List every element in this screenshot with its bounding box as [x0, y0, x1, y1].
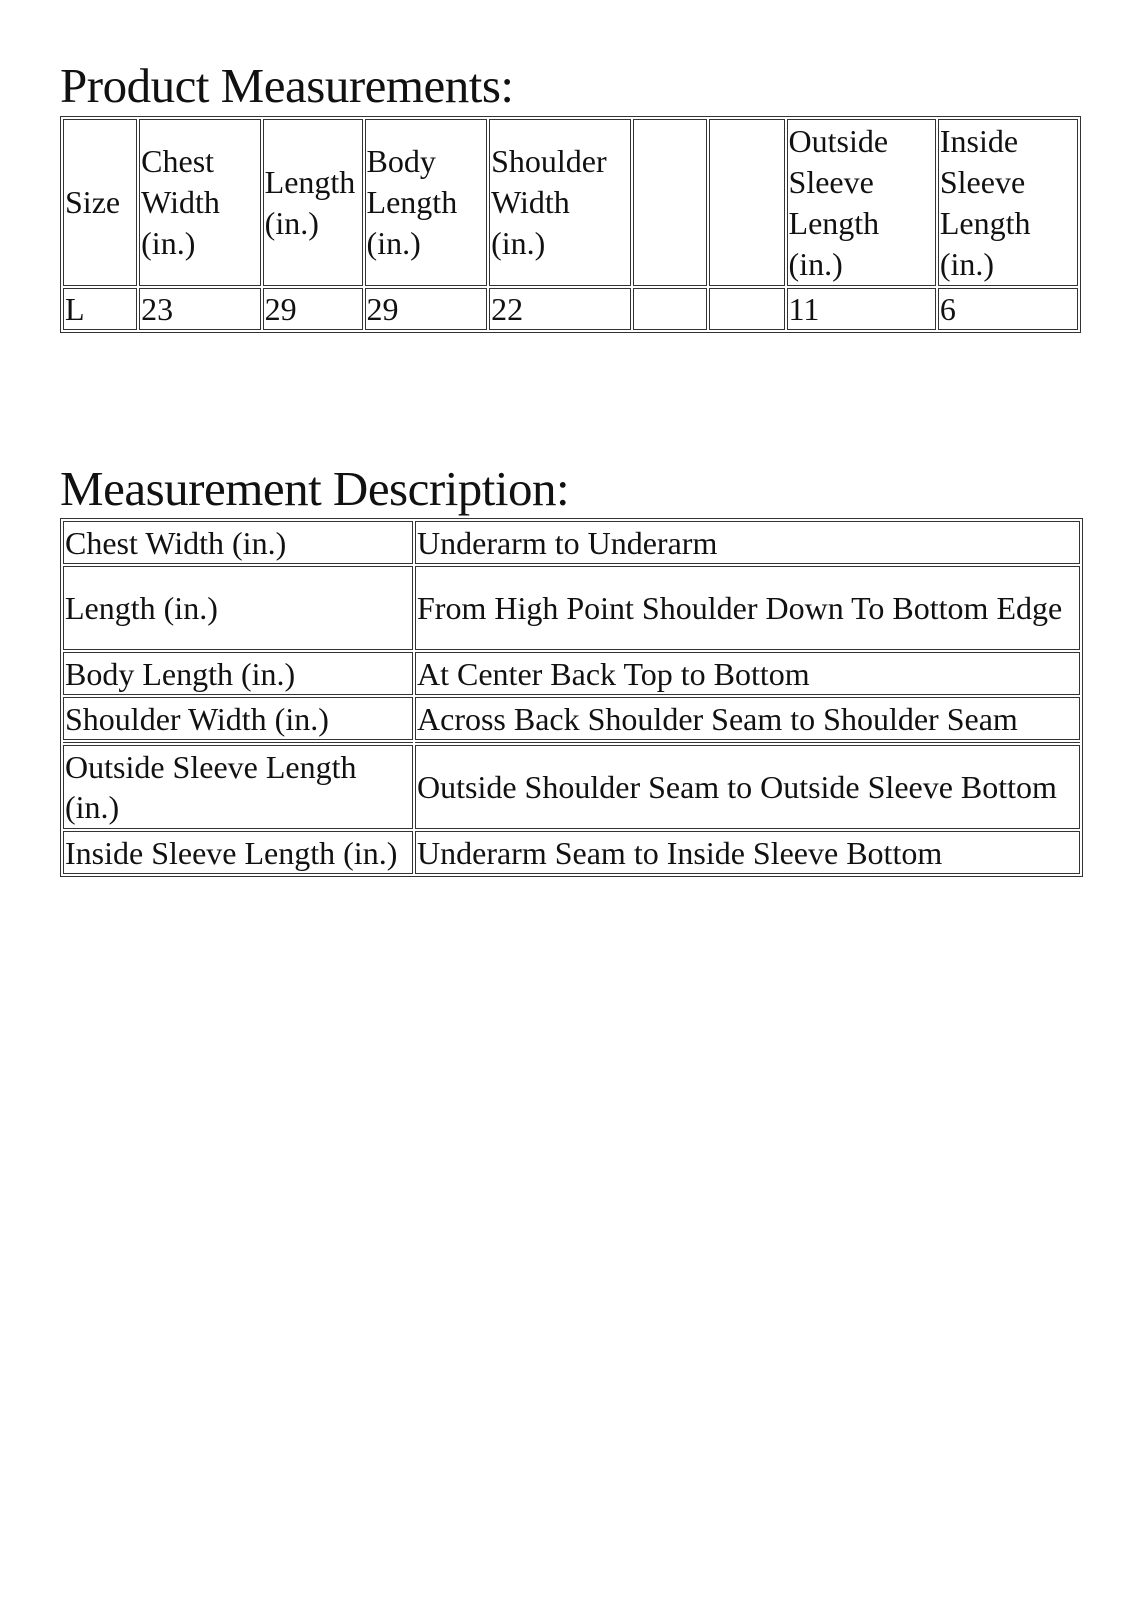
header-cell-body-length [365, 119, 488, 286]
table-row [63, 831, 1080, 874]
header-text: Width [491, 184, 570, 220]
divider [63, 742, 1080, 743]
cell-length: 29 [263, 288, 363, 330]
term-cell: Shoulder Width (in.) [63, 697, 413, 740]
header-text: Length [788, 204, 880, 241]
header-text: Sleeve [939, 163, 1026, 200]
header-text: Length [366, 184, 458, 220]
header-text: (in.) [366, 225, 421, 261]
term-cell: Inside Sleeve Length (in.) [63, 831, 413, 874]
header-cell-outside-sleeve-length [787, 119, 936, 286]
definition-cell: At Center Back Top to Bottom [415, 652, 1080, 695]
cell-inside-sleeve-length: 6 [938, 288, 1078, 330]
header-cell-shoulder-width [489, 119, 631, 286]
definition-cell: From High Point Shoulder Down To Bottom Edge [415, 566, 1080, 650]
table-row [63, 288, 1078, 330]
term-cell: Length (in.) [63, 566, 413, 650]
header-text: Size [65, 184, 121, 220]
product-measurements-table [60, 116, 1081, 333]
divider-cell [63, 742, 413, 743]
header-text: Width [141, 184, 220, 220]
header-cell-inside-sleeve-length [938, 119, 1078, 286]
table-row [63, 745, 1080, 829]
cell-empty-1 [633, 288, 707, 330]
header-text: (in.) [141, 225, 196, 261]
definition-cell: Underarm to Underarm [415, 521, 1080, 564]
cell-shoulder-width: 22 [489, 288, 631, 330]
product-measurements-title: Product Measurements: [60, 58, 514, 113]
measurement-description-title: Measurement Description: [60, 461, 570, 516]
header-cell-size [63, 119, 137, 286]
header-cell-length [263, 119, 363, 286]
table-row [63, 566, 1080, 650]
header-cell-empty-1 [633, 119, 707, 286]
header-text: Inside [939, 122, 1019, 159]
header-text: Chest [141, 143, 215, 179]
header-text: (in.) [939, 245, 995, 282]
term-cell: Body Length (in.) [63, 652, 413, 695]
definition-cell: Across Back Shoulder Seam to Shoulder Seam [415, 697, 1080, 740]
cell-empty-2 [709, 288, 784, 330]
header-text: Sleeve [788, 163, 874, 200]
cell-body-length: 29 [365, 288, 488, 330]
measurement-description-table [60, 518, 1083, 877]
header-text: Length [939, 204, 1031, 241]
header-text: Body [366, 143, 436, 179]
term-cell: Outside Sleeve Length (in.) [63, 745, 413, 829]
table-row [63, 521, 1080, 564]
header-text: Length [264, 163, 356, 200]
header-cell-empty-2 [709, 119, 784, 286]
cell-chest-width: 23 [139, 288, 261, 330]
header-text: Outside [788, 122, 889, 159]
term-cell: Chest Width (in.) [63, 521, 413, 564]
header-text: Shoulder [491, 143, 607, 179]
header-text: (in.) [788, 245, 843, 282]
measurements-header-row [63, 119, 1078, 286]
divider-cell [415, 742, 1080, 743]
table-row [63, 697, 1080, 740]
cell-size: L [63, 288, 137, 330]
table-row [63, 652, 1080, 695]
definition-cell: Underarm Seam to Inside Sleeve Bottom [415, 831, 1080, 874]
header-text: (in.) [491, 225, 546, 261]
cell-outside-sleeve-length: 11 [787, 288, 936, 330]
header-text: (in.) [264, 204, 319, 241]
header-cell-chest-width [139, 119, 261, 286]
definition-cell: Outside Shoulder Seam to Outside Sleeve Bottom [415, 745, 1080, 829]
